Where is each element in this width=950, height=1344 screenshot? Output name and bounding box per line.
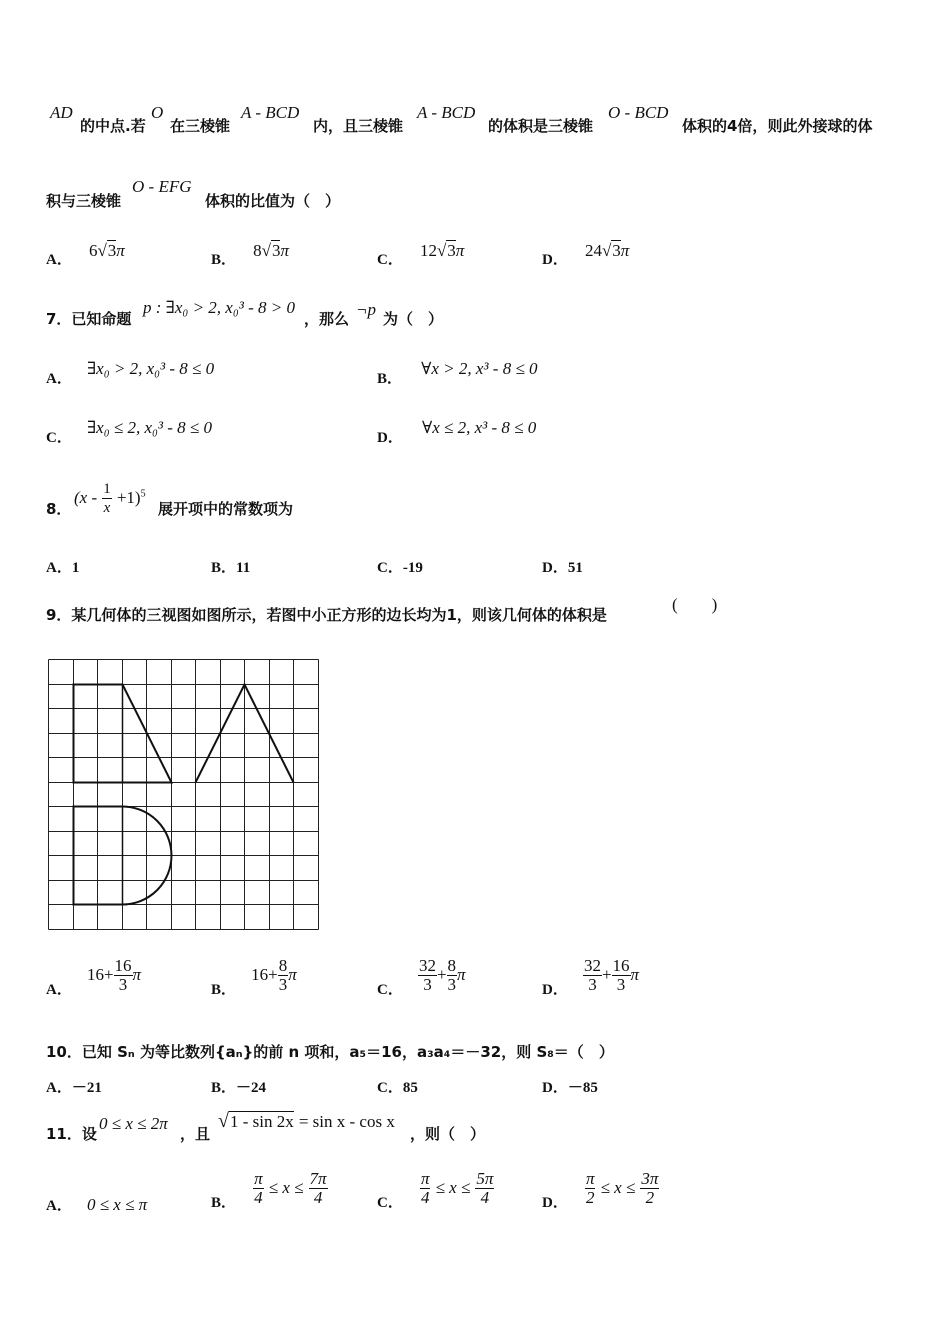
q8-number: 8． (46, 500, 72, 518)
math-O-EFG: O - EFG (132, 177, 192, 196)
option-label: D． (542, 560, 568, 576)
expr-post: +1) (116, 488, 141, 507)
option-fraction-a: $\frac{32}{3}$ (418, 956, 436, 994)
q10-option-b[interactable] (211, 1076, 266, 1097)
option-label: A． (46, 1080, 72, 1096)
option-coef: 24 (584, 241, 602, 260)
option-value: 85 (402, 1080, 418, 1096)
option-fraction: $\frac{16}{3}$ (114, 956, 132, 994)
option-pi: π (116, 241, 125, 260)
q6-text-4: 的体积是三棱锥 (488, 117, 594, 135)
option-expr: 0 ≤ x ≤ π (86, 1195, 148, 1214)
option-label: D． (542, 1080, 568, 1096)
option-label: A． (46, 560, 72, 576)
q6-text-5: 体积的4倍，则此外接球的体 (682, 117, 873, 135)
option-label: D． (377, 430, 403, 446)
q7-negation: ¬p (356, 300, 376, 319)
q8-option-c[interactable] (377, 556, 423, 577)
q11-option-a[interactable] (46, 1194, 147, 1215)
option-label: B． (211, 982, 237, 998)
option-label: B． (211, 252, 237, 268)
q6-text-6: 积与三棱锥 (46, 192, 122, 210)
option-label: C． (377, 252, 403, 268)
option-term: 16 (86, 965, 104, 984)
q7-option-d[interactable] (377, 417, 537, 446)
option-pi: π (630, 965, 640, 984)
q6-text-1: 的中点.若 (80, 117, 146, 135)
option-expr: ∃x₀ ≤ 2, x₀³ - 8 ≤ 0 (86, 418, 212, 437)
option-pi: π (620, 241, 630, 260)
expr-exponent: 5 (140, 488, 146, 500)
q6-text-2: 在三棱锥 (170, 117, 231, 135)
q6-text-3: 内，且三棱锥 (313, 117, 404, 135)
math-A-BCD-2: A - BCD (417, 103, 476, 122)
option-value: －21 (71, 1080, 102, 1096)
option-label: C． (377, 982, 403, 998)
option-pi: π (288, 965, 297, 984)
option-fraction: $\frac{8}{3}$ (447, 956, 457, 994)
option-value: 1 (71, 560, 80, 576)
option-label: C． (377, 560, 403, 576)
q11-option-c[interactable] (377, 1169, 494, 1211)
q11-equation: √1 - sin 2x = sin x - cos x (218, 1110, 395, 1132)
option-lower: $\frac{\pi}{4}$ (254, 1169, 263, 1207)
math-O-BCD: O - BCD (608, 103, 669, 122)
q7-end: 为（ ） (383, 310, 444, 328)
equation-rhs: = sin x - cos x (298, 1112, 395, 1131)
q7-mid: ，那么 (304, 310, 350, 328)
expr-fraction: $\frac{1}{x}$ (103, 481, 111, 516)
option-label: B． (211, 1195, 237, 1211)
option-label: A． (46, 982, 72, 998)
option-expr: ∃x₀ > 2, x₀³ - 8 ≤ 0 (86, 359, 215, 378)
figure-outlines (74, 685, 294, 905)
q11-end: ，则（ ） (410, 1125, 486, 1143)
option-term: 16 (251, 965, 269, 984)
q11-option-b[interactable] (211, 1169, 328, 1211)
option-upper: $\frac{3\pi}{2}$ (641, 1169, 659, 1207)
option-label: B． (211, 560, 237, 576)
expr-pre: (x - (74, 488, 98, 507)
option-mid: ≤ x ≤ (268, 1178, 304, 1197)
option-value: 11 (236, 560, 251, 576)
option-pi: π (132, 965, 142, 984)
q7-number: 7．已知命题 (46, 310, 132, 328)
q8-option-b[interactable] (211, 556, 250, 577)
q11-mid: ，且 (180, 1125, 211, 1143)
q9-option-c[interactable] (377, 956, 466, 998)
q10-text: 10．已知 Sₙ 为等比数列{aₙ}的前 n 项和，a₅＝16，a₃a₄＝－32，则 S₈＝（ ） (46, 1043, 614, 1061)
q8-expression (74, 480, 146, 517)
q9-answer-paren: ( ) (672, 595, 718, 614)
option-lower: $\frac{\pi}{2}$ (585, 1169, 595, 1207)
option-mid: ≤ x ≤ (435, 1178, 471, 1197)
option-upper: $\frac{5\pi}{4}$ (476, 1169, 494, 1207)
option-value: -19 (402, 560, 423, 576)
q7-option-b[interactable] (377, 358, 538, 387)
q8-option-d[interactable] (542, 556, 583, 577)
option-fraction: $\frac{16}{3}$ (612, 956, 630, 994)
option-upper: $\frac{7\pi}{4}$ (309, 1169, 327, 1207)
option-radicand: 3 (612, 241, 621, 260)
option-pi: π (457, 965, 466, 984)
q6-option-a[interactable]: A． 6√3π (46, 241, 125, 268)
option-label: D． (542, 252, 568, 268)
option-expr: ∀x > 2, x³ - 8 ≤ 0 (421, 359, 538, 378)
option-coef: 8 (253, 241, 262, 260)
option-label: C． (46, 430, 72, 446)
q7-option-c[interactable] (46, 417, 212, 446)
q8-text: 展开项中的常数项为 (158, 500, 294, 518)
q11-condition: 0 ≤ x ≤ 2π (99, 1114, 168, 1133)
option-label: C． (377, 1080, 403, 1096)
equation-radicand: 1 - sin 2x (229, 1112, 294, 1131)
option-operator: + (436, 965, 447, 984)
option-expr: ∀x ≤ 2, x³ - 8 ≤ 0 (421, 418, 537, 437)
option-radicand: 3 (271, 241, 281, 260)
option-label: A． (46, 252, 72, 268)
option-pi: π (280, 241, 289, 260)
option-label: A． (46, 1198, 72, 1214)
q10-option-c[interactable] (377, 1076, 418, 1097)
option-coef: 12 (419, 241, 437, 260)
q6-option-d[interactable]: D． 24√3π (542, 241, 630, 268)
option-radicand: 3 (447, 241, 456, 260)
option-value: －24 (236, 1080, 267, 1096)
q9-text: 9．某几何体的三视图如图所示，若图中小正方形的边长均为1，则该几何体的体积是 (46, 606, 607, 624)
q9-option-b[interactable] (211, 956, 297, 998)
q6-option-c[interactable]: C． 12√3π (377, 241, 465, 268)
three-view-figure (48, 659, 320, 933)
option-fraction: $\frac{8}{3}$ (278, 956, 288, 994)
option-value: －85 (567, 1080, 598, 1096)
q9-option-d[interactable] (542, 956, 640, 998)
math-O: O (151, 103, 164, 122)
option-label: C． (377, 1195, 403, 1211)
q6-text-7: 体积的比值为（ ） (205, 192, 341, 210)
grid-lines (49, 660, 319, 930)
option-label: A． (46, 371, 72, 387)
q7-option-a[interactable] (46, 358, 215, 387)
option-lower: $\frac{\pi}{4}$ (420, 1169, 430, 1207)
option-coef: 6 (88, 241, 98, 260)
option-value: 51 (567, 560, 583, 576)
q7-proposition: p : ∃x₀ > 2, x₀³ - 8 > 0 (143, 298, 295, 317)
option-pi: π (455, 241, 465, 260)
q10-option-a[interactable] (46, 1076, 102, 1097)
q6-option-b[interactable]: B． 8√3π (211, 241, 289, 268)
option-label: D． (542, 1195, 568, 1211)
option-operator: + (268, 965, 278, 984)
q8-option-a[interactable] (46, 556, 79, 577)
q11-number: 11．设 (46, 1125, 97, 1143)
option-label: B． (211, 1080, 237, 1096)
math-AD: AD (50, 103, 73, 122)
q11-option-d[interactable] (542, 1169, 659, 1211)
q10-option-d[interactable] (542, 1076, 598, 1097)
option-radicand: 3 (107, 241, 117, 260)
option-label: D． (542, 982, 568, 998)
option-mid: ≤ x ≤ (600, 1178, 636, 1197)
option-operator: + (601, 965, 612, 984)
option-fraction-a: $\frac{32}{3}$ (583, 956, 601, 994)
math-A-BCD: A - BCD (241, 103, 300, 122)
option-label: B． (377, 371, 403, 387)
option-operator: + (103, 965, 114, 984)
q9-option-a[interactable] (46, 956, 142, 998)
